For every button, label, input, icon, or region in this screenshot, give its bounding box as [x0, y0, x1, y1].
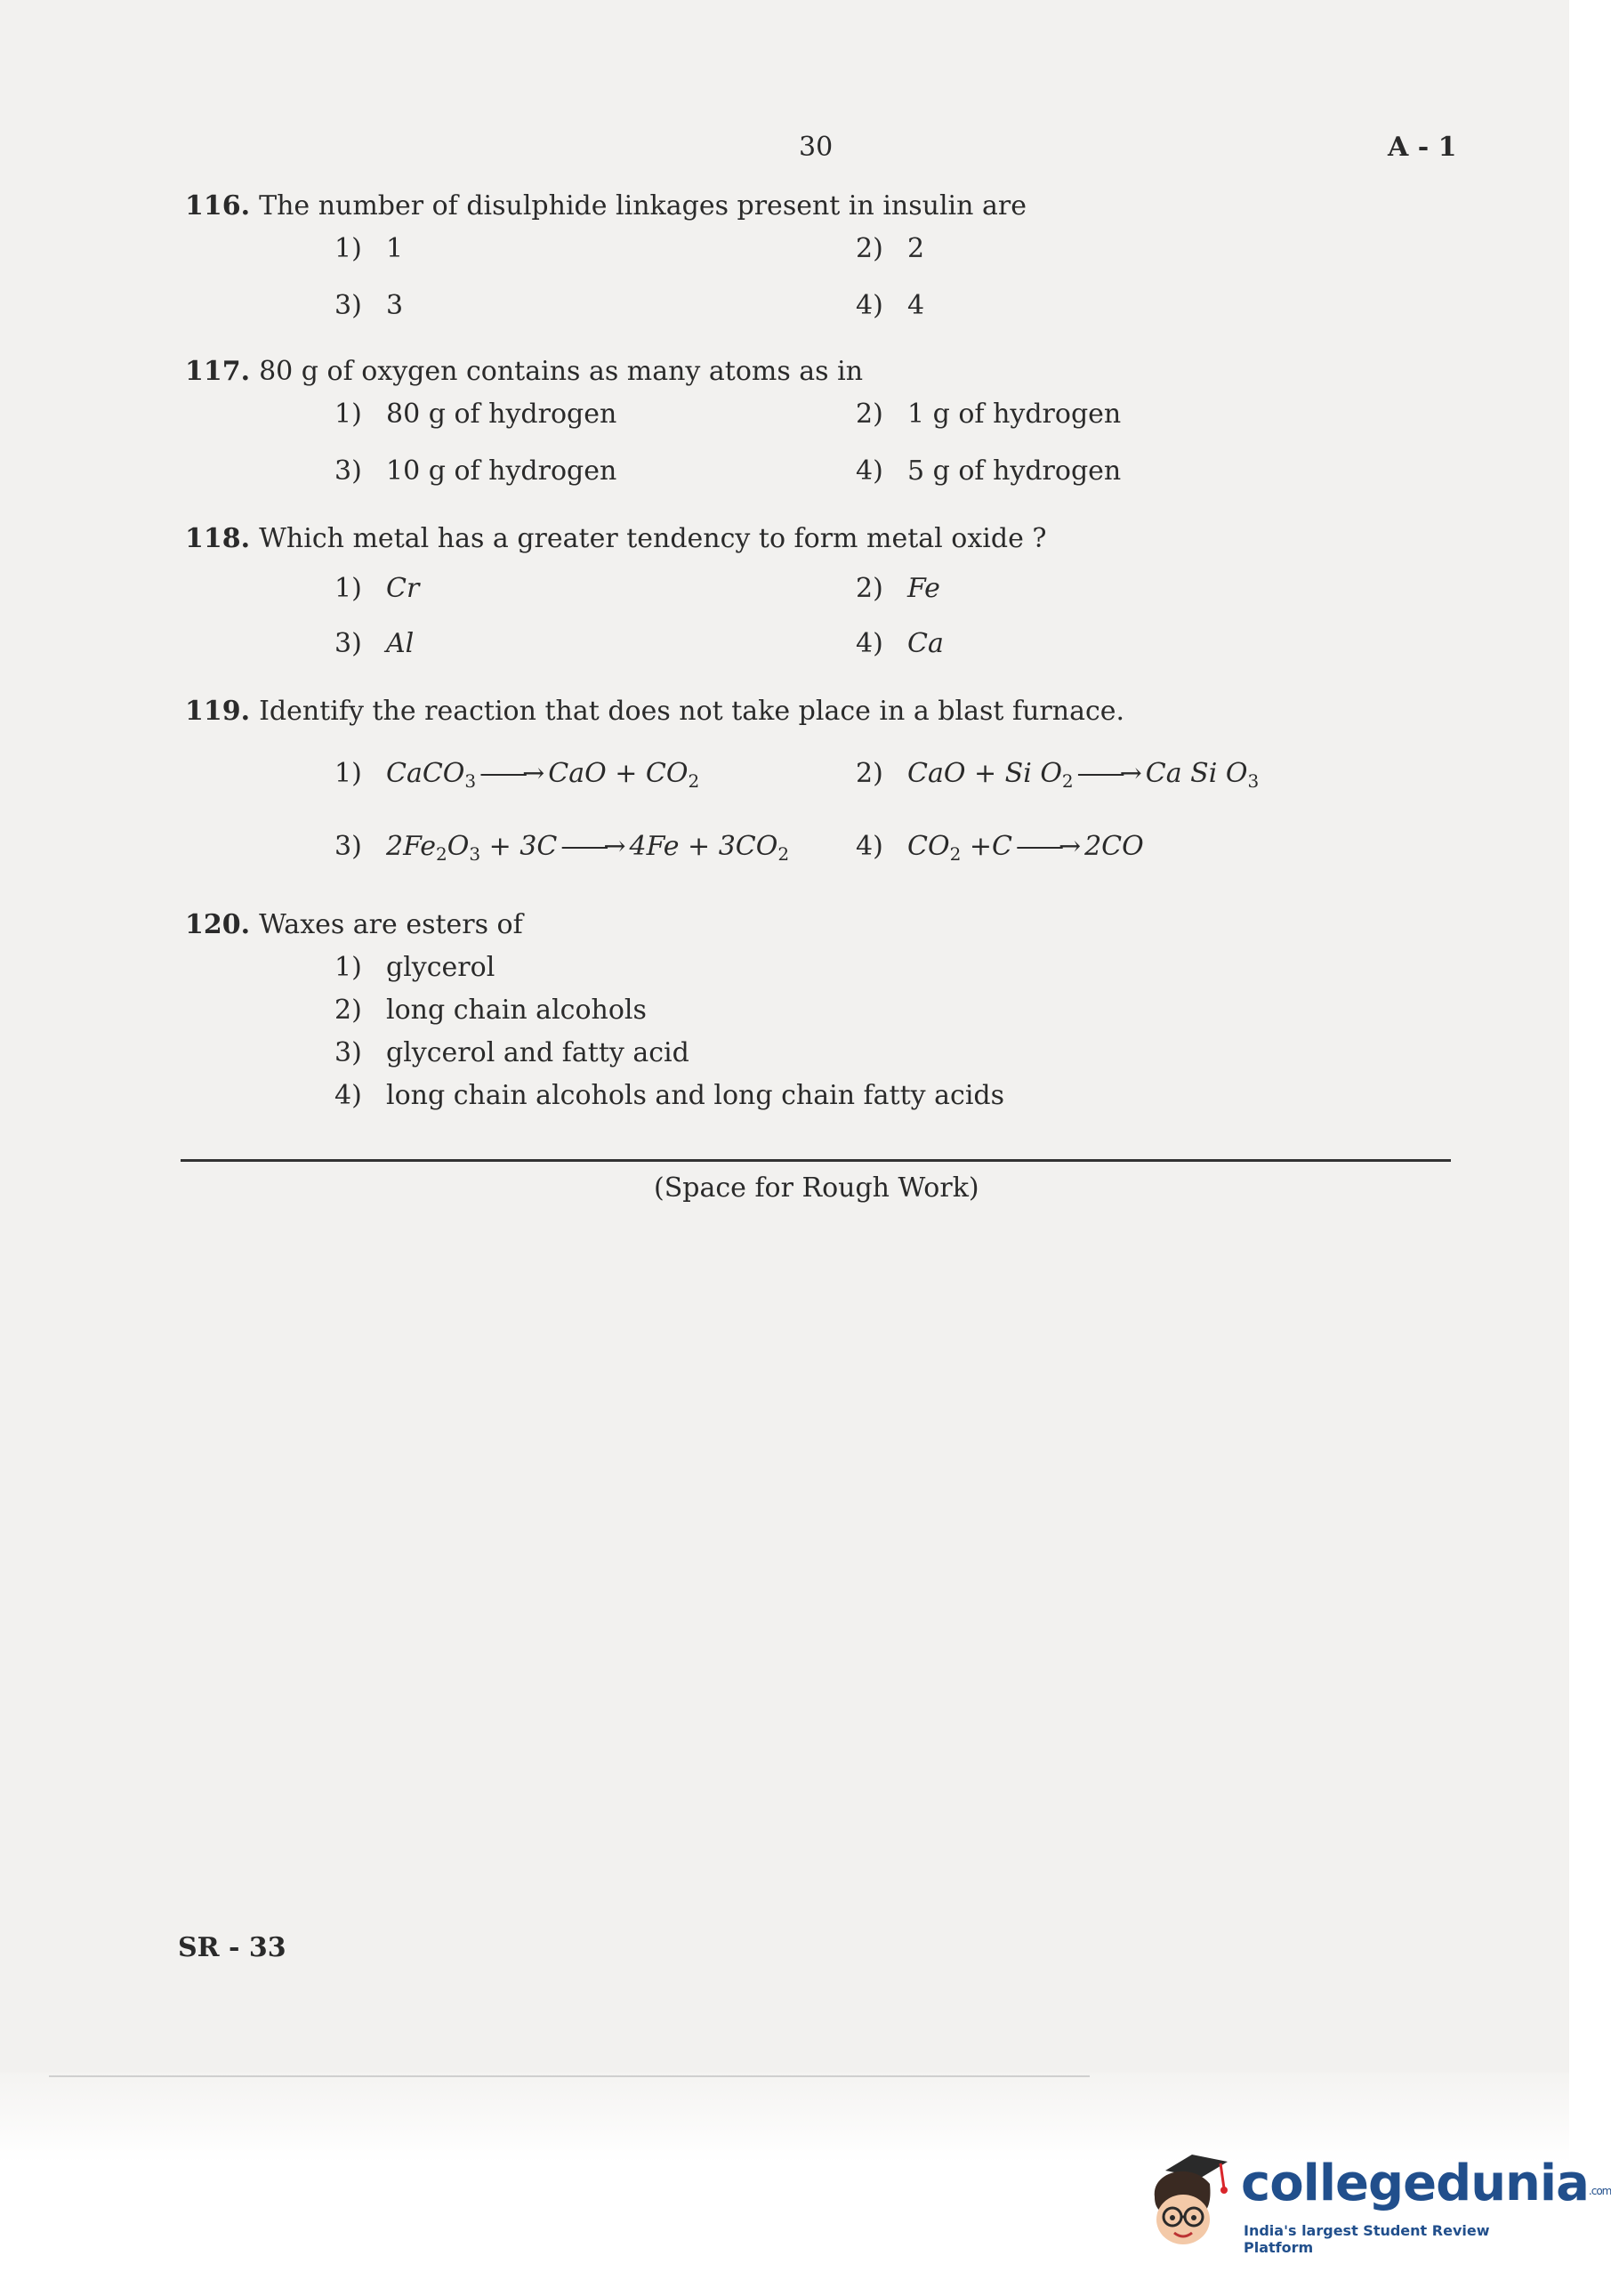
- formula-subscript: 2: [436, 843, 447, 865]
- option-116-3: [334, 290, 403, 321]
- collegedunia-logo[interactable]: [1139, 2135, 1611, 2260]
- option-text: 10 g of hydrogen: [386, 455, 617, 487]
- option-number: 4): [856, 831, 883, 862]
- option-text: long chain alcohols and long chain fatty acids: [386, 1080, 1005, 1111]
- formula-subscript: 2: [688, 770, 700, 792]
- reaction-equation: [907, 758, 1260, 792]
- option-text: 80 g of hydrogen: [386, 399, 617, 430]
- option-number: 2): [334, 995, 362, 1026]
- option-118-4: [856, 628, 944, 659]
- option-number: 4): [856, 290, 883, 321]
- footer-code: SR - 33: [178, 1932, 286, 1963]
- option-text: Cr: [386, 573, 420, 604]
- option-119-1: [334, 758, 699, 792]
- brand-wordmark: collegedunia: [1241, 2155, 1589, 2212]
- option-number: 4): [334, 1080, 362, 1111]
- reaction-arrow: ——→: [1015, 831, 1076, 862]
- formula-subscript: 3: [1247, 770, 1260, 792]
- formula-part: + 3C: [480, 831, 558, 862]
- option-number: 3): [334, 290, 362, 321]
- option-number: 3): [334, 628, 362, 659]
- option-119-2: [856, 758, 1259, 792]
- option-116-4: [856, 290, 924, 321]
- set-code: A - 1: [1388, 132, 1457, 163]
- question-text: Which metal has a greater tendency to form metal oxide ?: [259, 523, 1047, 554]
- page-edge-line: [49, 2075, 1090, 2077]
- option-number: 1): [334, 952, 362, 983]
- option-117-2: [856, 399, 1121, 430]
- option-text: Ca: [907, 628, 944, 659]
- question-118: [185, 523, 1046, 554]
- option-number: 2): [856, 573, 883, 604]
- option-116-2: [856, 233, 924, 264]
- question-119: [185, 696, 1124, 727]
- formula-part: CaO + CO: [548, 758, 689, 789]
- option-text: glycerol: [386, 952, 495, 983]
- option-120-3: [334, 1037, 689, 1068]
- option-120-1: [334, 952, 495, 983]
- reaction-equation: [386, 831, 790, 865]
- question-text: Waxes are esters of: [259, 909, 523, 940]
- question-number: 116.: [185, 190, 251, 222]
- reaction-equation: [386, 758, 700, 792]
- option-116-1: [334, 233, 403, 264]
- rough-work-divider: [181, 1159, 1451, 1162]
- option-number: 3): [334, 831, 362, 862]
- option-text: 4: [907, 290, 925, 321]
- question-text: 80 g of oxygen contains as many atoms as in: [259, 356, 864, 387]
- option-number: 3): [334, 1037, 362, 1068]
- option-text: long chain alcohols: [386, 995, 647, 1026]
- formula-part: CaCO: [386, 758, 465, 789]
- formula-subscript: 2: [949, 843, 962, 865]
- option-number: 1): [334, 233, 362, 264]
- option-number: 2): [856, 399, 883, 430]
- option-text: 1: [386, 233, 404, 264]
- reaction-arrow: ——→: [1076, 758, 1137, 789]
- option-text: 3: [386, 290, 404, 321]
- question-number: 117.: [185, 356, 251, 387]
- reaction-arrow: ——→: [479, 758, 540, 789]
- option-117-3: [334, 455, 616, 487]
- option-119-4: [856, 831, 1144, 865]
- formula-part: 2CO: [1084, 831, 1144, 862]
- option-text: 5 g of hydrogen: [907, 455, 1122, 487]
- reaction-equation: [907, 831, 1144, 865]
- option-118-3: [334, 628, 414, 659]
- option-117-4: [856, 455, 1121, 487]
- option-number: 2): [856, 758, 883, 789]
- option-text: 2: [907, 233, 925, 264]
- option-119-3: [334, 831, 789, 865]
- formula-part: CaO + Si O: [907, 758, 1062, 789]
- option-text: glycerol and fatty acid: [386, 1037, 689, 1068]
- formula-part: 2Fe: [386, 831, 437, 862]
- question-text: Identify the reaction that does not take place in a blast furnace.: [259, 696, 1125, 727]
- option-text: 1 g of hydrogen: [907, 399, 1122, 430]
- formula-part: 4Fe + 3CO: [629, 831, 778, 862]
- reaction-arrow: ——→: [560, 831, 621, 862]
- option-120-2: [334, 995, 647, 1026]
- question-117: [185, 356, 863, 387]
- option-number: 2): [856, 233, 883, 264]
- brand-tagline: India's largest Student Review Platform: [1244, 2222, 1490, 2256]
- question-number: 118.: [185, 523, 251, 554]
- formula-part: +C: [961, 831, 1012, 862]
- option-text: Fe: [907, 573, 940, 604]
- formula-subscript: 2: [1061, 770, 1074, 792]
- option-number: 4): [856, 628, 883, 659]
- formula-subscript: 3: [469, 843, 481, 865]
- option-number: 1): [334, 399, 362, 430]
- option-118-2: [856, 573, 940, 604]
- student-mascot-icon: [1139, 2135, 1236, 2251]
- formula-subscript: 2: [777, 843, 790, 865]
- page-number: 30: [799, 132, 834, 163]
- formula-part: Ca Si O: [1145, 758, 1248, 789]
- formula-subscript: 3: [464, 770, 477, 792]
- option-text: Al: [386, 628, 415, 659]
- brand-name: [1241, 2155, 1611, 2212]
- question-116: [185, 190, 1027, 222]
- question-number: 119.: [185, 696, 251, 727]
- option-number: 1): [334, 758, 362, 789]
- option-number: 3): [334, 455, 362, 487]
- question-number: 120.: [185, 909, 251, 940]
- brand-suffix: .com: [1588, 2185, 1611, 2197]
- rough-work-label: (Space for Rough Work): [654, 1172, 979, 1204]
- formula-part: CO: [907, 831, 950, 862]
- question-120: [185, 909, 523, 940]
- option-117-1: [334, 399, 616, 430]
- option-120-4: [334, 1080, 1004, 1111]
- option-number: 1): [334, 573, 362, 604]
- question-text: The number of disulphide linkages present in insulin are: [259, 190, 1027, 222]
- option-number: 4): [856, 455, 883, 487]
- option-118-1: [334, 573, 419, 604]
- formula-part: O: [447, 831, 470, 862]
